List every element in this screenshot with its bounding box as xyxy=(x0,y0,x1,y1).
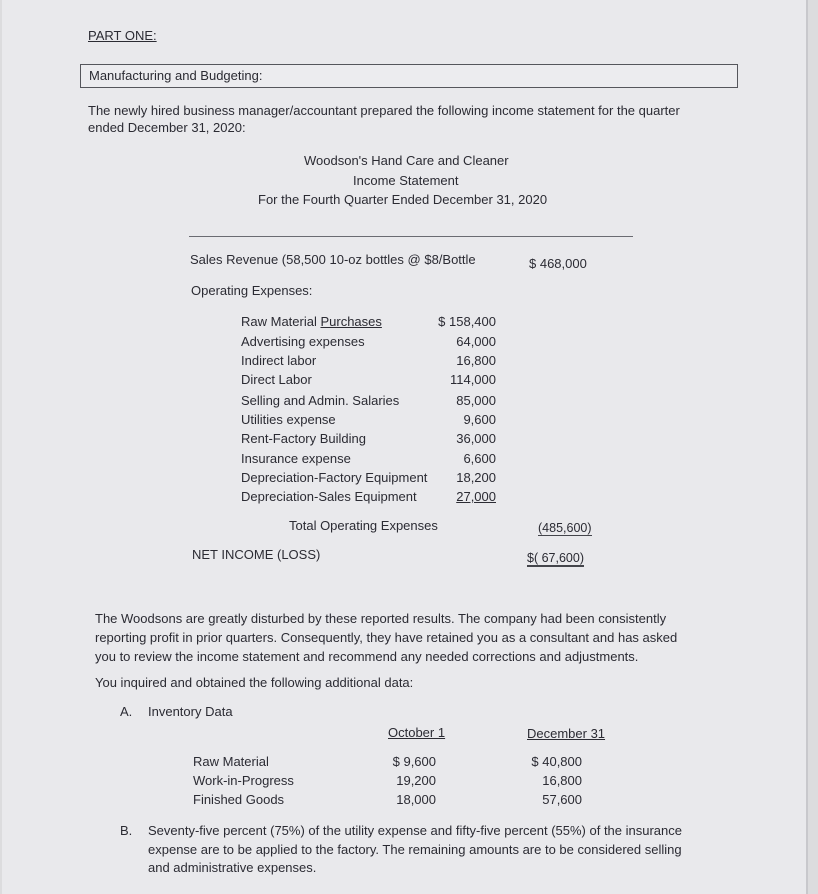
expense-label xyxy=(241,353,316,368)
expense-value: $ 158,400 xyxy=(438,314,496,329)
expense-value: 114,000 xyxy=(449,372,496,387)
expense-label xyxy=(241,412,336,427)
expense-label-text: Advertising expenses xyxy=(241,334,365,349)
inventory-oct-value: $ 9,600 xyxy=(392,754,436,769)
company-name: Woodson's Hand Care and Cleaner xyxy=(304,153,509,168)
inventory-row-label: Finished Goods xyxy=(193,792,285,807)
expense-label xyxy=(241,314,382,329)
inventory-dec-value: 57,600 xyxy=(542,792,582,807)
expense-value: 16,800 xyxy=(456,353,496,368)
item-b-line-3: and administrative expenses. xyxy=(148,860,317,875)
total-opex-value: (485,600) xyxy=(538,521,592,535)
opex-label: Operating Expenses: xyxy=(191,283,313,298)
expense-label-text: Raw Material xyxy=(241,314,321,329)
item-a-letter: A. xyxy=(120,704,133,719)
expense-value: 85,000 xyxy=(456,393,496,408)
section-title-box xyxy=(80,64,738,88)
expense-value: 18,200 xyxy=(456,470,496,485)
statement-name: Income Statement xyxy=(353,173,459,188)
expense-label-text: Indirect labor xyxy=(241,353,317,368)
expense-label xyxy=(241,372,312,387)
item-b-line-1: Seventy-five percent (75%) of the utility expense and fifty-five percent (55%) of the insurance xyxy=(148,823,682,838)
expense-label xyxy=(241,334,365,349)
expense-value: 27,000 xyxy=(456,489,496,504)
expense-value: 64,000 xyxy=(456,334,496,349)
inventory-dec-value: $ 40,800 xyxy=(531,754,582,769)
statement-period: For the Fourth Quarter Ended December 31, 2020 xyxy=(258,192,548,207)
expense-label xyxy=(241,470,427,485)
expense-label xyxy=(241,393,399,408)
part-title: PART ONE: xyxy=(88,28,157,43)
expense-label-text: Depreciation-Factory Equipment xyxy=(241,470,428,485)
net-income-label: NET INCOME (LOSS) xyxy=(192,547,321,562)
para2-line-3: you to review the income statement and recommend any needed corrections and adjustments. xyxy=(95,649,639,664)
item-b-letter: B. xyxy=(120,823,133,838)
intro-line-1: The newly hired business manager/accountant prepared the following income statement for the quarter xyxy=(88,103,680,118)
para2-line-2: reporting profit in prior quarters. Consequently, they have retained you as a consultant and has asked xyxy=(95,630,678,645)
item-a-title: Inventory Data xyxy=(148,704,233,719)
col-december: December 31 xyxy=(527,726,606,741)
expense-label-text: Depreciation-Sales Equipment xyxy=(241,489,417,504)
expense-value: 9,600 xyxy=(463,412,496,427)
header-rule xyxy=(189,236,633,237)
expense-label-text: Direct Labor xyxy=(241,372,312,387)
expense-label-text: Rent-Factory Building xyxy=(241,431,366,446)
intro-line-2: ended December 31, 2020: xyxy=(88,120,246,135)
total-opex-label: Total Operating Expenses xyxy=(289,518,438,533)
para2-line-1: The Woodsons are greatly disturbed by these reported results. The company had been consistently xyxy=(95,611,667,626)
document-page xyxy=(2,0,806,894)
sales-value: $ 468,000 xyxy=(529,256,587,271)
net-income-value: $( 67,600) xyxy=(527,551,584,565)
para3: You inquired and obtained the following additional data: xyxy=(95,675,414,690)
expense-label-text: Utilities expense xyxy=(241,412,336,427)
expense-label-underlined: Purchases xyxy=(320,314,382,329)
expense-value: 36,000 xyxy=(456,431,496,446)
col-october: October 1 xyxy=(388,725,446,740)
expense-value: 6,600 xyxy=(463,451,496,466)
inventory-row-label: Work-in-Progress xyxy=(193,773,294,788)
inventory-oct-value: 19,200 xyxy=(396,773,436,788)
inventory-row-label: Raw Material xyxy=(193,754,269,769)
inventory-oct-value: 18,000 xyxy=(396,792,436,807)
expense-label-text: Selling and Admin. Salaries xyxy=(241,393,400,408)
expense-label xyxy=(241,451,351,466)
expense-label-text: Insurance expense xyxy=(241,451,351,466)
section-title: Manufacturing and Budgeting: xyxy=(89,68,263,83)
inventory-dec-value: 16,800 xyxy=(542,773,582,788)
expense-label xyxy=(241,431,366,446)
item-b-line-2: expense are to be applied to the factory. The remaining amounts are to be considered selling xyxy=(148,842,682,857)
expense-label xyxy=(241,489,417,504)
sales-label: Sales Revenue (58,500 10-oz bottles @ $8/Bottle xyxy=(190,252,476,267)
